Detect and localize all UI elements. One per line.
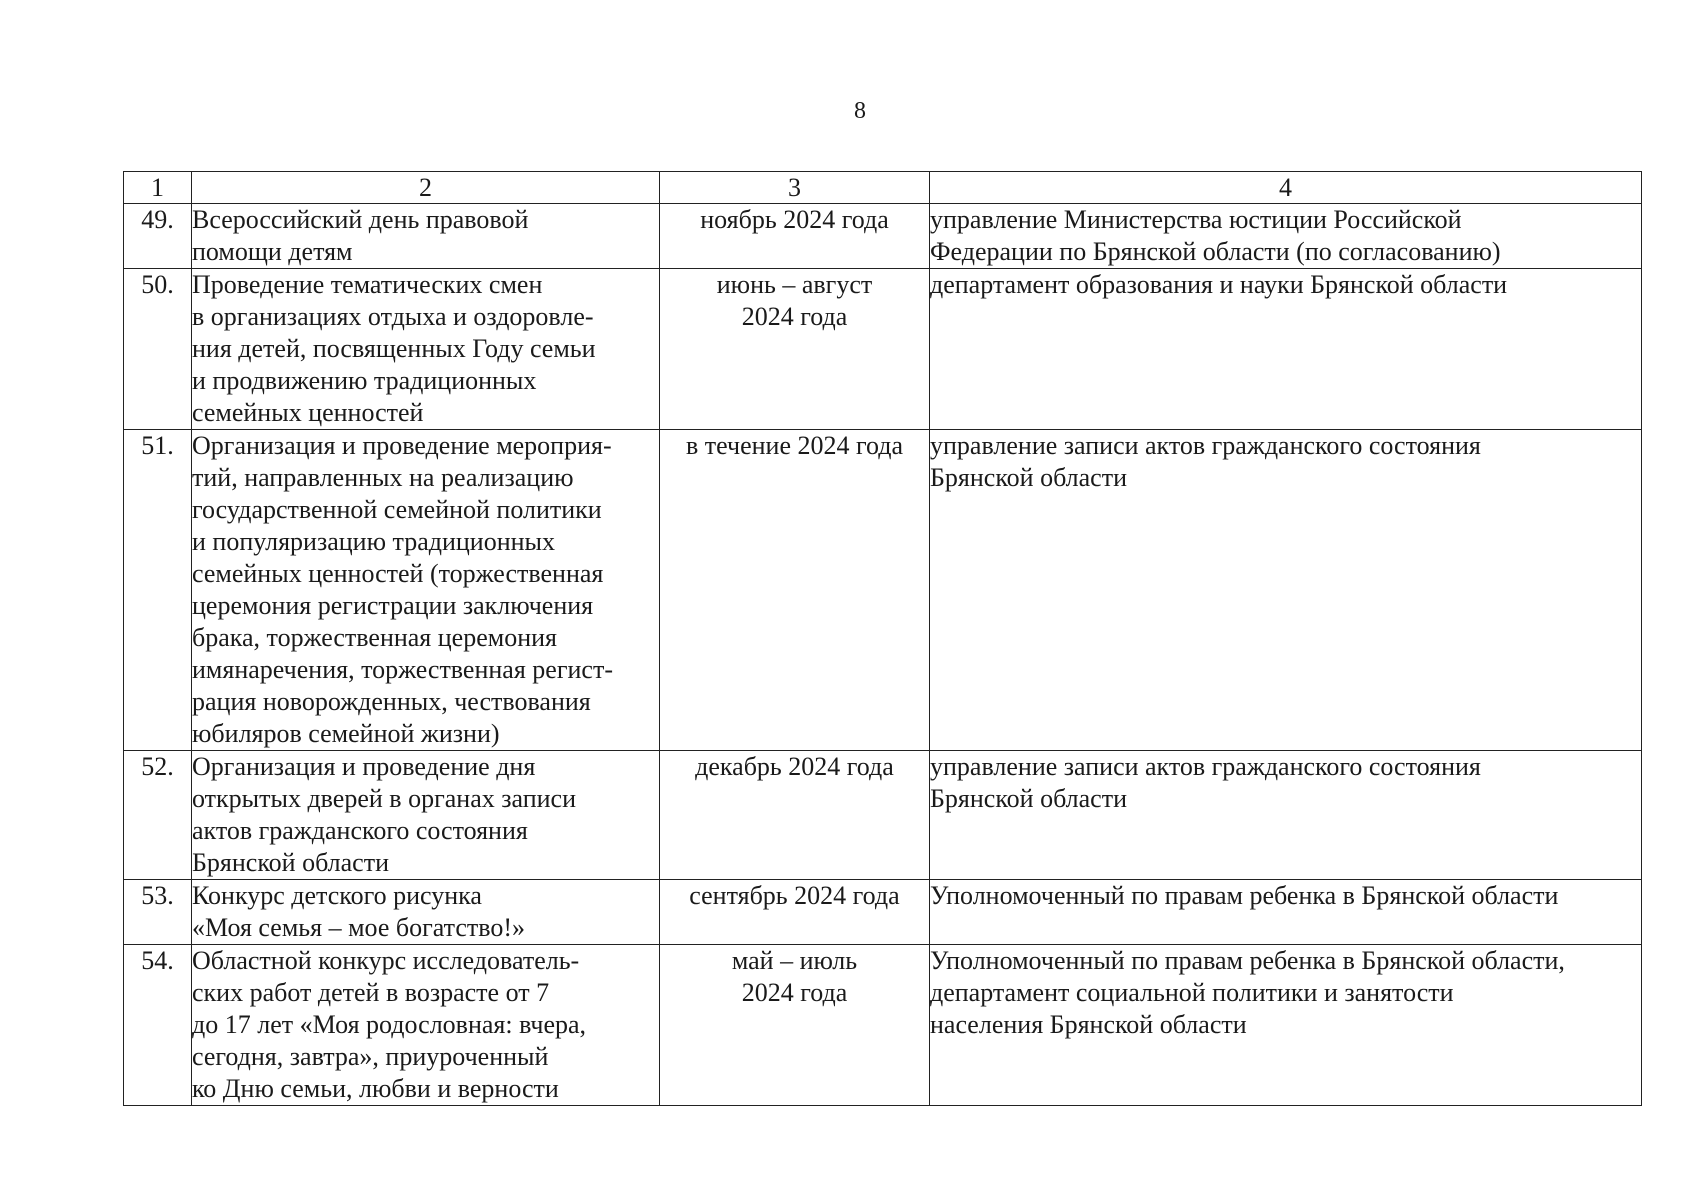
- text-line: до 17 лет «Моя родословная: вчера,: [192, 1010, 587, 1039]
- text-line: Проведение тематических смен: [192, 270, 543, 299]
- events-table: [123, 171, 1642, 1106]
- table-row: [124, 751, 1642, 880]
- responsible-party: [930, 945, 1642, 1106]
- text-line: управление записи актов гражданского состояния: [930, 752, 1481, 781]
- text-line: имянаречения, торжественная регист-: [192, 655, 613, 684]
- text-line: государственной семейной политики: [192, 495, 602, 524]
- text-line: ноябрь 2024 года: [700, 205, 889, 234]
- text-line: рация новорожденных, чествования: [192, 687, 591, 716]
- event-date: [660, 430, 930, 751]
- column-number-1: 1: [124, 172, 192, 204]
- text-line: Уполномоченный по правам ребенка в Брянской области,: [930, 946, 1565, 975]
- text-line: Федерации по Брянской области (по согласованию): [930, 237, 1501, 266]
- text-line: ко Дню семьи, любви и верности: [192, 1074, 559, 1103]
- responsible-party: [930, 269, 1642, 430]
- text-line: семейных ценностей: [192, 398, 424, 427]
- event-date: [660, 751, 930, 880]
- text-line: департамент образования и науки Брянской области: [930, 270, 1508, 299]
- row-number: 52.: [124, 751, 192, 880]
- column-number-3: 3: [660, 172, 930, 204]
- text-line: актов гражданского состояния: [192, 816, 528, 845]
- text-line: департамент социальной политики и занятости: [930, 978, 1454, 1007]
- event-name: [192, 269, 660, 430]
- text-line: Всероссийский день правовой: [192, 205, 529, 234]
- event-name: [192, 945, 660, 1106]
- row-number: 50.: [124, 269, 192, 430]
- event-date: [660, 204, 930, 269]
- event-name: [192, 204, 660, 269]
- text-line: ских работ детей в возрасте от 7: [192, 978, 550, 1007]
- event-date: [660, 880, 930, 945]
- text-line: населения Брянской области: [930, 1010, 1247, 1039]
- text-line: открытых дверей в органах записи: [192, 784, 576, 813]
- text-line: и продвижению традиционных: [192, 366, 537, 395]
- text-line: управление записи актов гражданского состояния: [930, 431, 1481, 460]
- text-line: «Моя семья – мое богатство!»: [192, 913, 526, 942]
- responsible-party: [930, 880, 1642, 945]
- table-row: [124, 430, 1642, 751]
- event-date: [660, 945, 930, 1106]
- text-line: юбиляров семейной жизни): [192, 719, 500, 748]
- event-name: [192, 880, 660, 945]
- text-line: в течение 2024 года: [685, 431, 904, 460]
- table-row: [124, 945, 1642, 1106]
- text-line: управление Министерства юстиции Российской: [930, 205, 1462, 234]
- text-line: семейных ценностей (торжественная: [192, 559, 604, 588]
- column-number-row: [124, 172, 1642, 204]
- text-line: и популяризацию традиционных: [192, 527, 555, 556]
- event-name: [192, 751, 660, 880]
- column-number-2: 2: [192, 172, 660, 204]
- responsible-party: [930, 751, 1642, 880]
- text-line: декабрь 2024 года: [695, 752, 894, 781]
- text-line: Организация и проведение мероприя-: [192, 431, 612, 460]
- row-number: 53.: [124, 880, 192, 945]
- text-line: в организациях отдыха и оздоровле-: [192, 302, 594, 331]
- text-line: Брянской области: [192, 848, 389, 877]
- text-line: 2024 года: [741, 302, 848, 331]
- text-line: май – июль: [731, 946, 858, 975]
- table-row: [124, 204, 1642, 269]
- text-line: Уполномоченный по правам ребенка в Брянской области: [930, 881, 1559, 910]
- row-number: 49.: [124, 204, 192, 269]
- text-line: 2024 года: [741, 978, 848, 1007]
- row-number: 54.: [124, 945, 192, 1106]
- text-line: Конкурс детского рисунка: [192, 881, 482, 910]
- text-line: сентябрь 2024 года: [689, 881, 900, 910]
- text-line: Брянской области: [930, 463, 1127, 492]
- text-line: церемония регистрации заключения: [192, 591, 594, 620]
- table-row: [124, 269, 1642, 430]
- text-line: сегодня, завтра», приуроченный: [192, 1042, 549, 1071]
- text-line: Организация и проведение дня: [192, 752, 536, 781]
- responsible-party: [930, 430, 1642, 751]
- text-line: июнь – август: [716, 270, 873, 299]
- table-row: [124, 880, 1642, 945]
- text-line: помощи детям: [192, 237, 353, 266]
- text-line: тий, направленных на реализацию: [192, 463, 574, 492]
- page-number: 8: [854, 98, 866, 124]
- text-line: ния детей, посвященных Году семьи: [192, 334, 596, 363]
- text-line: Областной конкурс исследователь-: [192, 946, 580, 975]
- event-name: [192, 430, 660, 751]
- event-date: [660, 269, 930, 430]
- text-line: брака, торжественная церемония: [192, 623, 558, 652]
- column-number-4: 4: [930, 172, 1642, 204]
- text-line: Брянской области: [930, 784, 1127, 813]
- row-number: 51.: [124, 430, 192, 751]
- responsible-party: [930, 204, 1642, 269]
